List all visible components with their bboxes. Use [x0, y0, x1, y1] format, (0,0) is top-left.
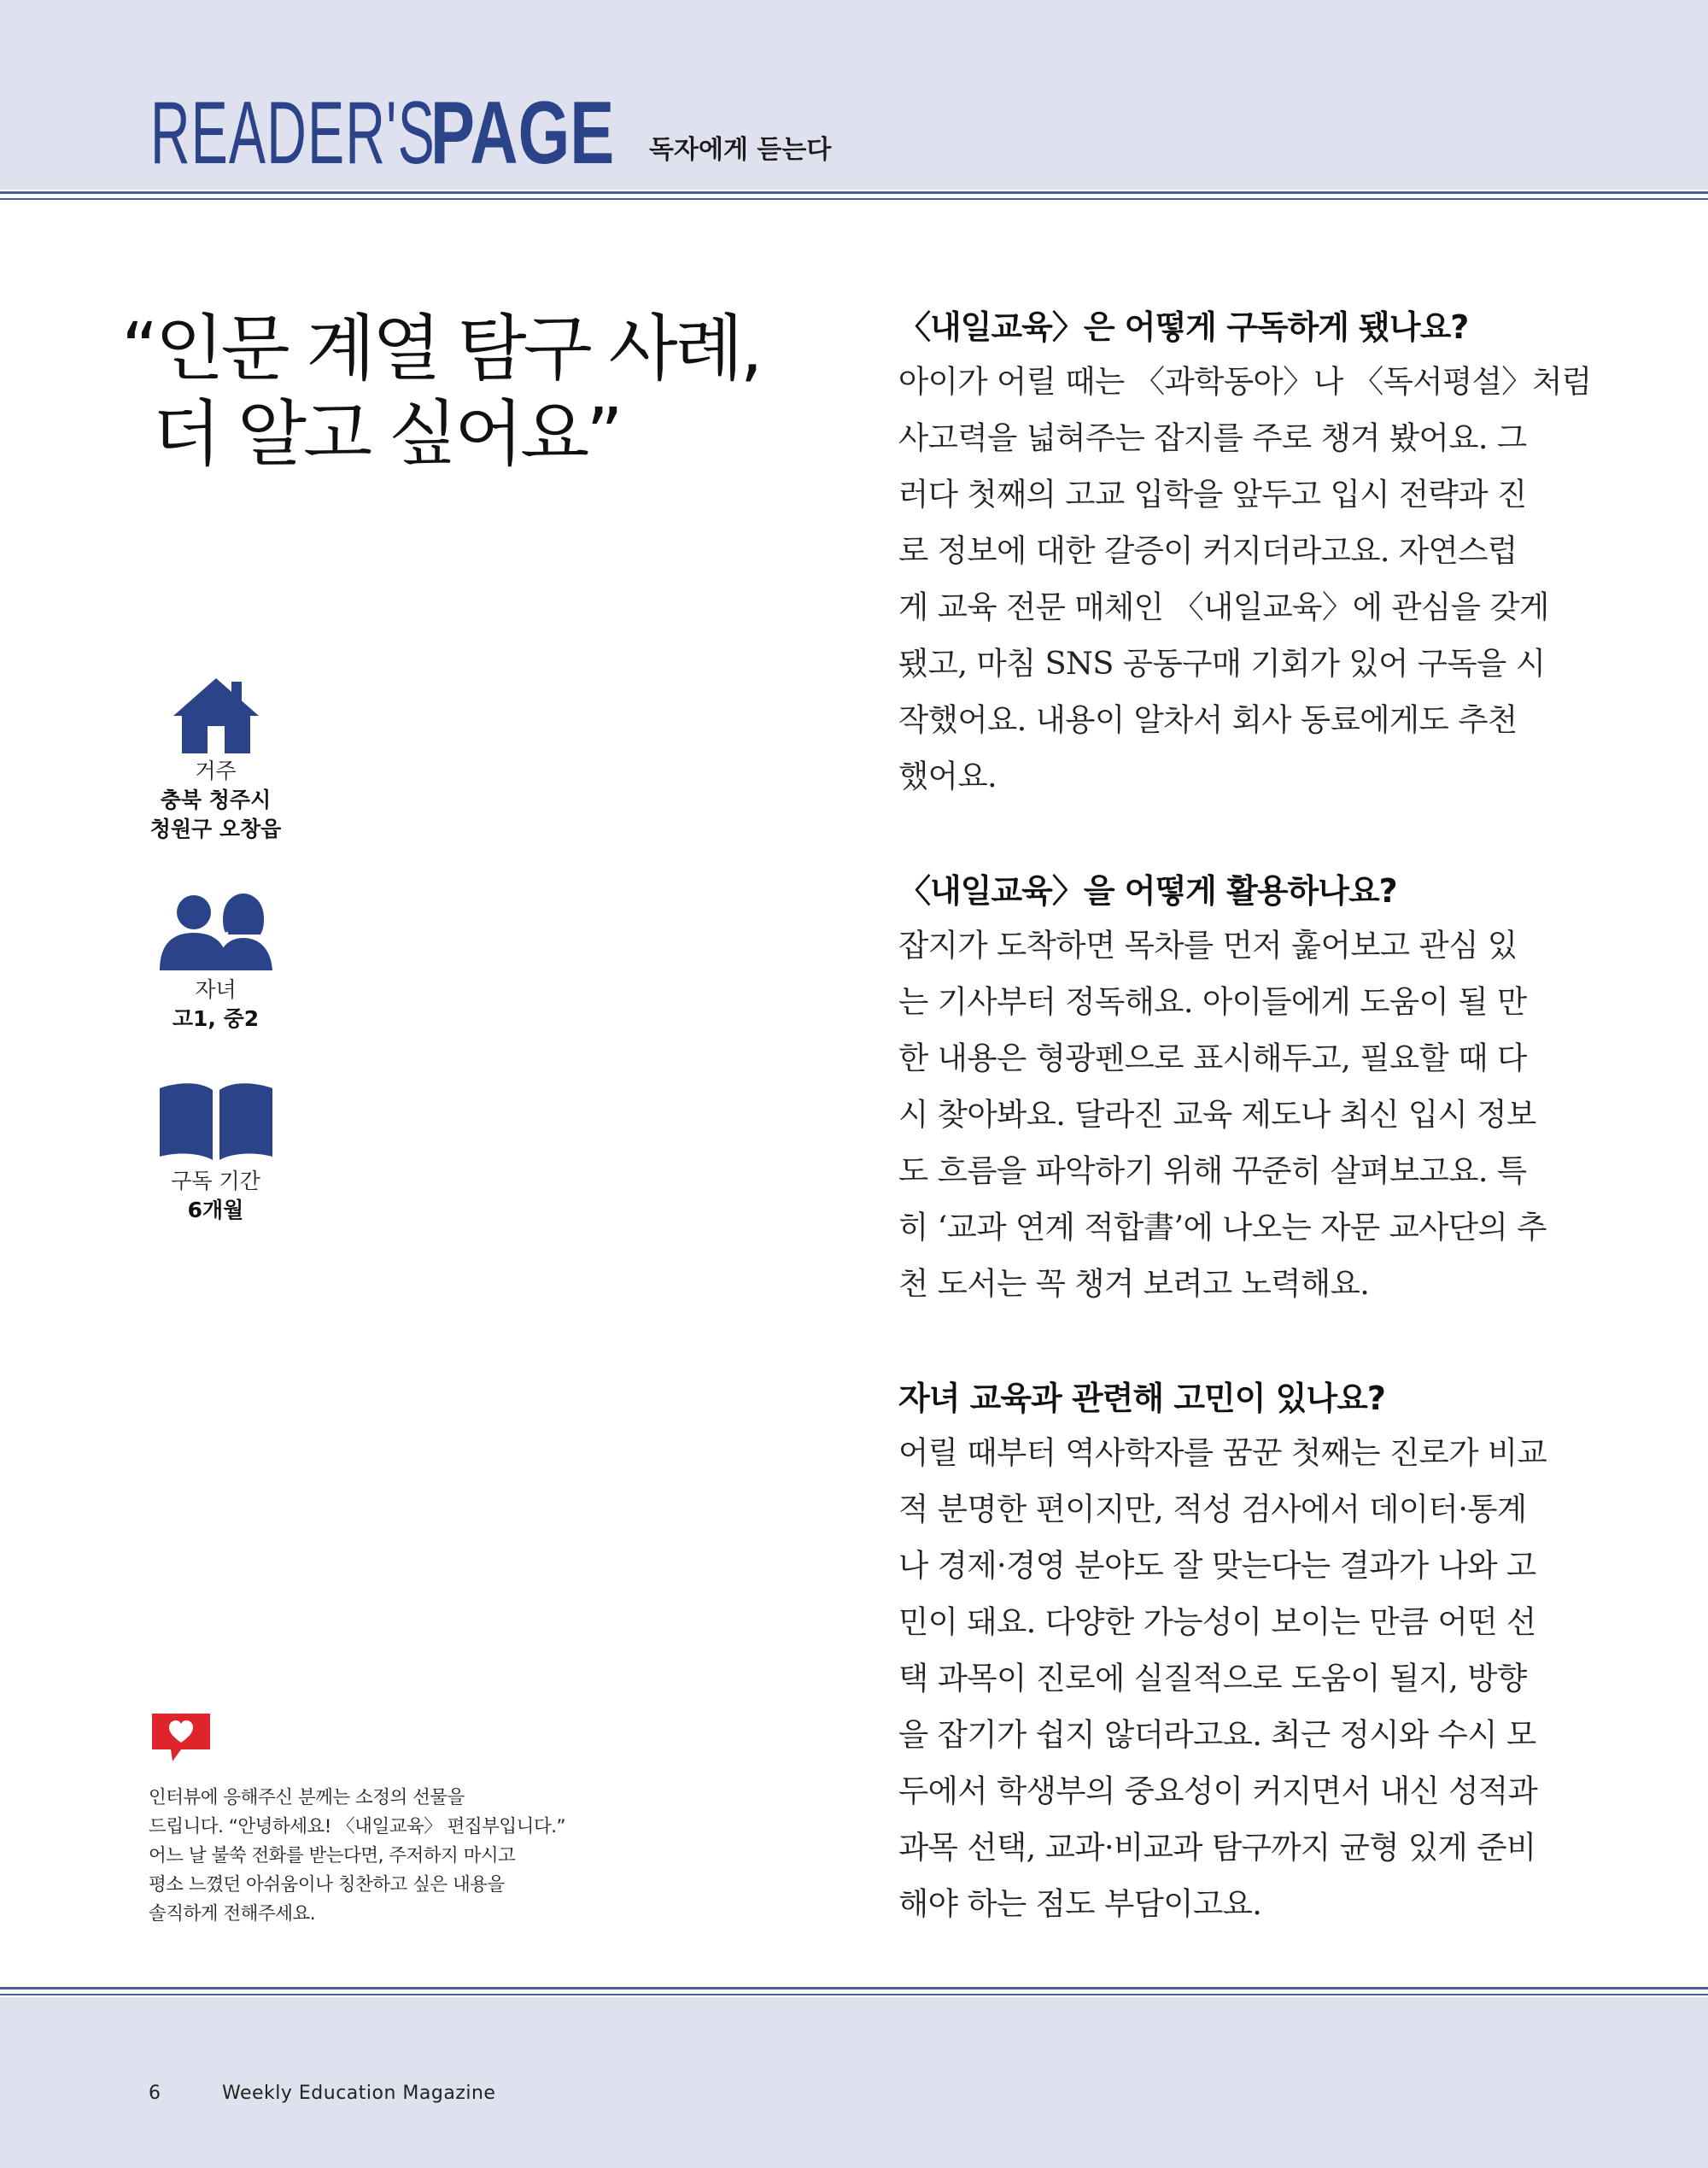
info-value: 고1, 중2 [172, 1006, 260, 1031]
answer-line: 아이가 어릴 때는 〈과학동아〉나 〈독서평설〉처럼 [898, 363, 1592, 400]
answer-line: 을 잡기가 쉽지 않더라고요. 최근 정시와 수시 모 [898, 1716, 1536, 1753]
answer-line: 두에서 학생부의 중요성이 커지면서 내신 성적과 [898, 1772, 1538, 1809]
section-title-light: READER'S [150, 84, 436, 183]
section-title [150, 75, 615, 183]
answer-line: 로 정보에 대한 갈증이 커지더라고요. 자연스럽 [898, 532, 1518, 569]
section-title-bold: PAGE [430, 84, 615, 183]
notice-line: 드립니다. “안녕하세요! 〈내일교육〉 편집부입니다.” [149, 1816, 566, 1837]
answer-line: 어릴 때부터 역사학자를 꿈꾼 첫째는 진로가 비교 [898, 1434, 1547, 1471]
people-icon [158, 894, 274, 972]
header-divider [0, 191, 1708, 194]
answer-line: 나 경제·경영 분야도 잘 맞는다는 결과가 나와 고 [898, 1547, 1536, 1584]
header-divider-thin [0, 198, 1708, 200]
answer-line: 한 내용은 형광펜으로 표시해두고, 필요할 때 다 [898, 1040, 1527, 1076]
answer-text [898, 917, 1547, 1312]
answer-line: 천 도서는 꼭 챙겨 보려고 노력해요. [898, 1265, 1370, 1302]
info-value: 청원구 오창읍 [149, 817, 282, 841]
answer-line: 시 찾아봐요. 달라진 교육 제도나 최신 입시 정보 [898, 1096, 1536, 1133]
notice-line: 평소 느꼈던 아쉬움이나 칭찬하고 싶은 내용을 [149, 1874, 505, 1896]
page-number: 6 [149, 2083, 161, 2104]
answer-line: 과목 선택, 교과·비교과 탐구까지 균형 있게 준비 [898, 1829, 1536, 1866]
notice-line: 어느 날 불쑥 전화를 받는다면, 주저하지 마시고 [149, 1845, 516, 1866]
answer-line: 히 ‘교과 연계 적합書’에 나오는 자문 교사단의 추 [898, 1209, 1547, 1245]
question-heading: 〈내일교육〉을 어떻게 활용하나요? [898, 872, 1397, 910]
book-icon [158, 1081, 274, 1160]
answer-text [898, 1425, 1547, 1932]
pull-quote-line: “인문 계열 탐구 사례, [121, 307, 760, 390]
house-icon [172, 677, 260, 755]
footer-divider [0, 1987, 1708, 1989]
answer-line: 작했어요. 내용이 알차서 회사 동료에게도 추천 [898, 701, 1518, 738]
heart-chat-icon [149, 1712, 214, 1767]
answer-line: 택 과목이 진로에 실질적으로 도움이 될지, 방향 [898, 1660, 1527, 1696]
question-heading: 자녀 교육과 관련해 고민이 있나요? [898, 1380, 1385, 1417]
answer-line: 민이 돼요. 다양한 가능성이 보이는 만큼 어떤 선 [898, 1603, 1536, 1640]
notice-line: 인터뷰에 응해주신 분께는 소정의 선물을 [149, 1787, 465, 1808]
answer-line: 적 분명한 편이지만, 적성 검사에서 데이터·통계 [898, 1491, 1527, 1527]
info-label: 구독 기간 [171, 1169, 260, 1193]
answer-line: 도 흐름을 파악하기 위해 꾸준히 살펴보고요. 특 [898, 1152, 1527, 1189]
answer-line: 러다 첫째의 고교 입학을 앞두고 입시 전략과 진 [898, 476, 1527, 513]
info-label: 거주 [195, 759, 237, 783]
answer-line: 됐고, 마침 SNS 공동구매 기회가 있어 구독을 시 [898, 645, 1546, 682]
answer-line: 했어요. [898, 758, 997, 794]
notice-line: 솔직하게 전해주세요. [149, 1903, 316, 1925]
interview-notice [149, 1784, 576, 1929]
info-value: 6개월 [187, 1198, 244, 1222]
qa-block [898, 1377, 1547, 1932]
pull-quote [121, 306, 759, 477]
magazine-name: Weekly Education Magazine [222, 2083, 496, 2104]
info-residence [145, 677, 286, 844]
qa-block [898, 306, 1592, 805]
pull-quote-line: 더 알고 싶어요” [152, 392, 620, 476]
question-heading: 〈내일교육〉은 어떻게 구독하게 됐나요? [898, 308, 1469, 346]
footer-divider-thin [0, 1994, 1708, 1995]
answer-line: 해야 하는 점도 부담이고요. [898, 1885, 1262, 1922]
section-subtitle: 독자에게 듣는다 [649, 135, 832, 165]
qa-block [898, 870, 1547, 1312]
answer-line: 게 교육 전문 매체인 〈내일교육〉에 관심을 갖게 [898, 589, 1549, 625]
answer-line: 사고력을 넓혀주는 잡지를 주로 챙겨 봤어요. 그 [898, 419, 1527, 456]
info-label: 자녀 [195, 977, 237, 1002]
answer-line: 잡지가 도착하면 목차를 먼저 훑어보고 관심 있 [898, 927, 1518, 964]
info-subscription [145, 1081, 286, 1225]
answer-text [898, 354, 1592, 805]
info-children [145, 894, 286, 1034]
answer-line: 는 기사부터 정독해요. 아이들에게 도움이 될 만 [898, 983, 1527, 1020]
info-value: 충북 청주시 [160, 788, 272, 812]
